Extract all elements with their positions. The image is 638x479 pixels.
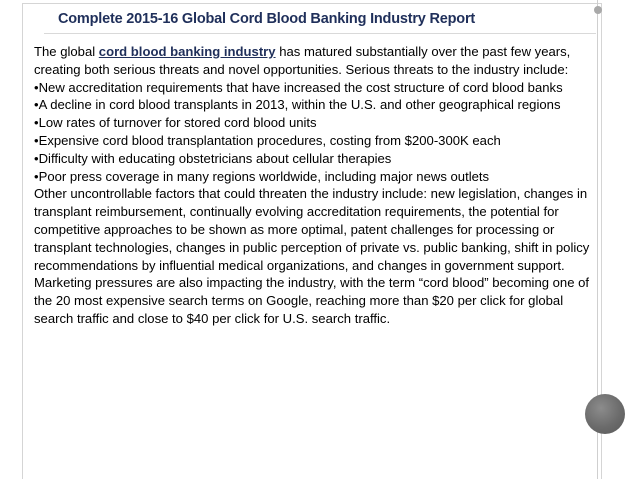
intro-after: has matured substantially over the past few years, creating both serious threats and novel opportunities. Serious threats to the industry include: — [34, 44, 571, 77]
threat-item: •Poor press coverage in many regions worldwide, including major news outlets — [34, 168, 490, 184]
threat-item: •A decline in cord blood transplants in 2013, within the U.S. and other geographical regions — [34, 97, 561, 113]
body-text — [34, 43, 594, 328]
page-title: Complete 2015-16 Global Cord Blood Banking Industry Report — [58, 11, 476, 27]
intro-before: The global — [34, 44, 99, 59]
other-factors-paragraph: Other uncontrollable factors that could threaten the industry include: new legislation, changes in transplant reimbursement, continually evolving accreditation requirements, the potential for competitive approaches to be shown as more optimal, patent challenges for processing or transplant technologies, changes in public perception of private vs. public banking, shift in policy recommendations by influential medical organizations, and changes in government support. — [34, 186, 590, 273]
marketing-paragraph: Marketing pressures are also impacting the industry, with the term “cord blood” becoming one of the 20 most expensive search terms on Google, reaching more than $20 per click for global search traffic and close to $40 per click for U.S. search traffic. — [34, 275, 590, 326]
intro-paragraph — [34, 43, 594, 79]
cord-blood-banking-link[interactable]: cord blood banking industry — [98, 44, 276, 59]
title-divider — [44, 33, 596, 34]
small-circle-icon — [594, 6, 602, 14]
threat-item: •New accreditation requirements that have increased the cost structure of cord blood banks — [34, 79, 563, 95]
threat-item: •Expensive cord blood transplantation procedures, costing from $200-300K each — [34, 132, 501, 148]
threat-item: •Low rates of turnover for stored cord blood units — [34, 115, 317, 131]
threat-item: •Difficulty with educating obstetricians about cellular therapies — [34, 150, 392, 166]
large-circle-icon — [585, 394, 625, 434]
